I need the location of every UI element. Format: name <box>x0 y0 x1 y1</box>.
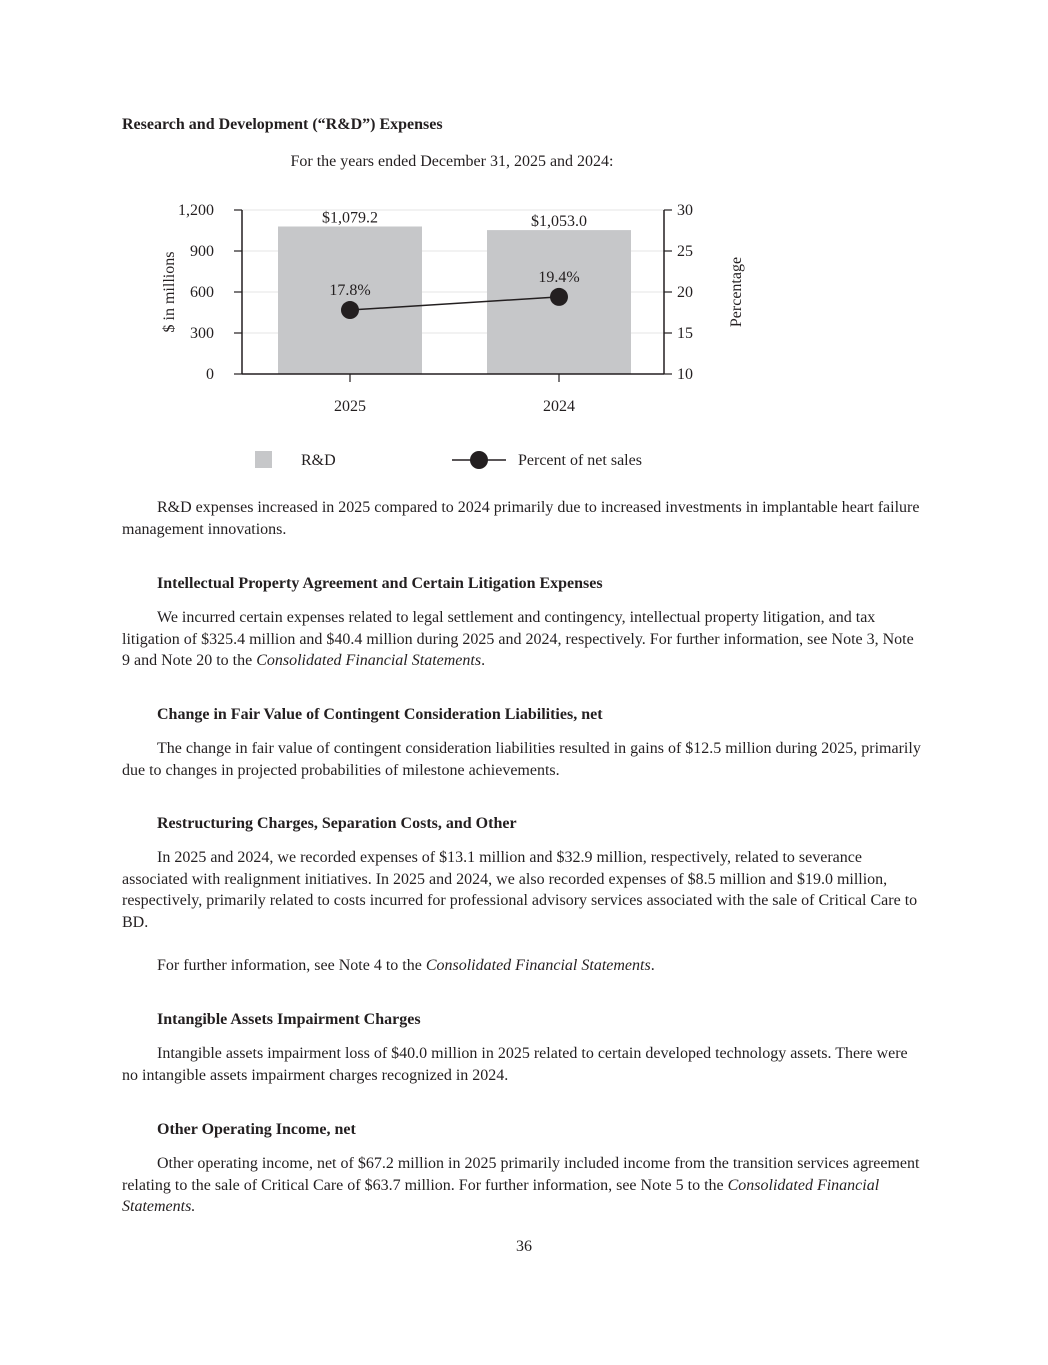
page-number: 36 <box>516 1238 532 1255</box>
y2-tick-label: 20 <box>677 284 693 301</box>
rs-paragraph: In 2025 and 2024, we recorded expenses of $13.1 million and $32.9 million, respectively, related to severance associated with realignment initiatives. In 2025 and 2024, we also recorded expenses of $8.5 million and $19.0 million, respectively, primarily related to costs incurred for professional advisory services associated with the sale of Critical Care to BD. <box>122 849 918 931</box>
oo-text: Other operating income, net of $67.2 million in 2025 primarily included income from the transition services agreement relating to the sale of Critical Care of $63.7 million. For further information, see Note 5 to the <box>122 1155 920 1194</box>
rd-paragraph: R&D expenses increased in 2025 compared to 2024 primarily due to increased investments in implantable heart failure management innovations. <box>122 499 920 538</box>
rs-heading: Restructuring Charges, Separation Costs, and Other <box>157 815 517 832</box>
legend-label-rd: R&D <box>301 452 336 469</box>
chart-legend <box>255 451 642 469</box>
oo-paragraph <box>122 1153 922 1218</box>
y2-tick-label: 25 <box>677 243 693 260</box>
y2-tick-label: 15 <box>677 325 693 342</box>
ia-paragraph: Intangible assets impairment loss of $40.0 million in 2025 related to certain developed technology assets. There were no intangible assets impairment charges recognized in 2024. <box>122 1045 908 1084</box>
y2-axis-label: Percentage <box>728 256 745 328</box>
rs-paragraph-2 <box>122 955 922 977</box>
percent-value-label: 17.8% <box>329 282 371 300</box>
ip-text: We incurred certain expenses related to legal settlement and contingency, intellectual property litigation, and tax litigation of $325.4 million and $40.4 million during 2025 and 2024, respectively. For further information, see Note 3, Note 9 and Note 20 to the <box>122 609 914 669</box>
y2-tick-label: 30 <box>677 202 693 219</box>
rd-chart <box>0 190 800 480</box>
percent-marker <box>550 288 568 306</box>
ip-heading: Intellectual Property Agreement and Certain Litigation Expenses <box>157 575 603 592</box>
fv-heading: Change in Fair Value of Contingent Consideration Liabilities, net <box>157 706 603 723</box>
oo-italic: Consolidated Financial Statements. <box>122 1176 880 1215</box>
rs-italic-2: Consolidated Financial Statements <box>425 957 651 974</box>
y-tick-label: 300 <box>190 325 214 342</box>
y2-tick-label: 10 <box>677 366 693 383</box>
legend-label-percent: Percent of net sales <box>518 452 642 469</box>
percent-marker <box>341 301 359 319</box>
bar <box>278 227 422 374</box>
legend-marker-percent <box>470 451 488 469</box>
fv-paragraph: The change in fair value of contingent consideration liabilities resulted in gains of $12.5 million during 2025, primarily due to changes in projected probabilities of milestone achievements. <box>122 740 921 779</box>
chart-subtitle: For the years ended December 31, 2025 and 2024: <box>290 153 614 170</box>
y-tick-label: 900 <box>190 243 214 260</box>
bar-value-label: $1,053.0 <box>531 213 587 231</box>
bar-value-label: $1,079.2 <box>322 209 378 227</box>
ip-paragraph <box>122 607 922 672</box>
ip-tail: . <box>481 652 486 669</box>
x-tick-label: 2024 <box>543 398 575 415</box>
ip-italic: Consolidated Financial Statements <box>256 652 482 669</box>
chart-bars <box>278 227 631 374</box>
rs-text-2: For further information, see Note 4 to the <box>157 957 426 974</box>
y-tick-label: 600 <box>190 284 214 301</box>
percent-value-label: 19.4% <box>538 268 580 286</box>
rs-tail-2: . <box>650 957 655 974</box>
y-tick-label: 1,200 <box>178 202 214 219</box>
x-tick-label: 2025 <box>334 398 366 415</box>
y-tick-label: 0 <box>206 366 214 383</box>
y-axis-label: $ in millions <box>161 251 178 333</box>
legend-swatch-rd <box>255 451 272 468</box>
ia-heading: Intangible Assets Impairment Charges <box>157 1011 421 1028</box>
section-heading-rd: Research and Development (“R&D”) Expenses <box>122 116 443 133</box>
oo-heading: Other Operating Income, net <box>157 1121 356 1138</box>
